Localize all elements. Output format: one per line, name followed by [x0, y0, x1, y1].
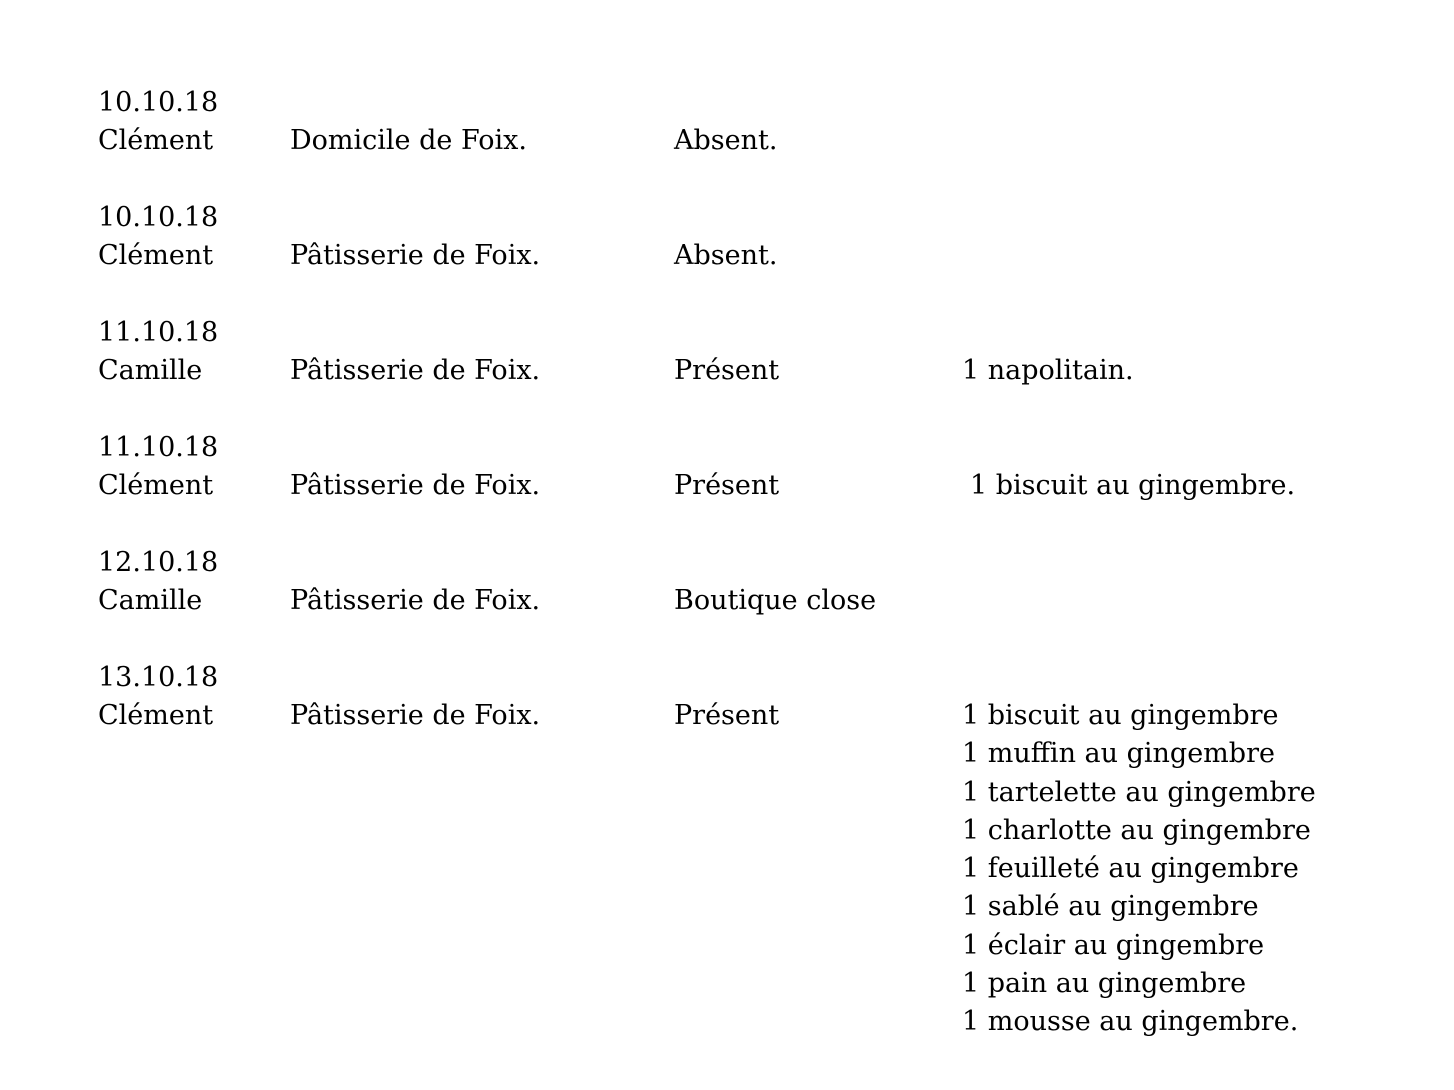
- entry-row: [98, 467, 1398, 505]
- entry-status: Présent: [674, 470, 780, 501]
- entry-place: Domicile de Foix.: [290, 125, 527, 156]
- entry-name: Clément: [98, 700, 214, 731]
- entry-row: [98, 352, 1398, 390]
- entry-status: Présent: [674, 355, 780, 386]
- entry-date: 12.10.18: [98, 547, 219, 578]
- log-entry: [98, 314, 1398, 429]
- entry-place: Pâtisserie de Foix.: [290, 355, 541, 386]
- entry-item: 1 biscuit au gingembre: [962, 700, 1279, 731]
- entry-name: Clément: [98, 125, 214, 156]
- entry-items-list: [962, 697, 1316, 1042]
- log-entry: [98, 84, 1398, 199]
- entry-row: [98, 237, 1398, 275]
- entry-date: 10.10.18: [98, 87, 219, 118]
- entry-row: [98, 697, 1398, 1038]
- entry-item: 1 sablé au gingembre: [962, 891, 1259, 923]
- entry-place: Pâtisserie de Foix.: [290, 240, 541, 271]
- log-entry: [98, 429, 1398, 544]
- entry-status: Absent.: [674, 240, 778, 271]
- log-entry: [98, 544, 1398, 659]
- log-entry: [98, 659, 1398, 1038]
- entry-date: 11.10.18: [98, 432, 219, 463]
- entry-row: [98, 122, 1398, 160]
- entry-place: Pâtisserie de Foix.: [290, 585, 541, 616]
- entry-name: Clément: [98, 240, 214, 271]
- entry-date: 13.10.18: [98, 662, 219, 693]
- entry-item: 1 mousse au gingembre.: [962, 1006, 1299, 1038]
- log-document: [98, 84, 1398, 1038]
- entry-name: Camille: [98, 355, 203, 386]
- entry-date: 10.10.18: [98, 202, 219, 233]
- entry-name: Clément: [98, 470, 214, 501]
- entry-item: 1 napolitain.: [962, 355, 1134, 386]
- entry-place: Pâtisserie de Foix.: [290, 470, 541, 501]
- entry-status: Présent: [674, 700, 780, 731]
- entry-item: 1 feuilleté au gingembre: [962, 853, 1299, 885]
- entry-item: 1 éclair au gingembre: [962, 929, 1265, 961]
- entry-row: [98, 582, 1398, 620]
- entry-status: Boutique close: [674, 585, 877, 616]
- entry-status: Absent.: [674, 125, 778, 156]
- entry-place: Pâtisserie de Foix.: [290, 700, 541, 731]
- entry-item: 1 charlotte au gingembre: [962, 814, 1311, 846]
- entry-date: 11.10.18: [98, 317, 219, 348]
- entry-item: 1 muffin au gingembre: [962, 738, 1275, 770]
- entry-name: Camille: [98, 585, 203, 616]
- log-entry: [98, 199, 1398, 314]
- entry-item: 1 tartelette au gingembre: [962, 776, 1316, 808]
- entry-item: 1 pain au gingembre: [962, 968, 1247, 1000]
- entry-item: 1 biscuit au gingembre.: [970, 470, 1296, 501]
